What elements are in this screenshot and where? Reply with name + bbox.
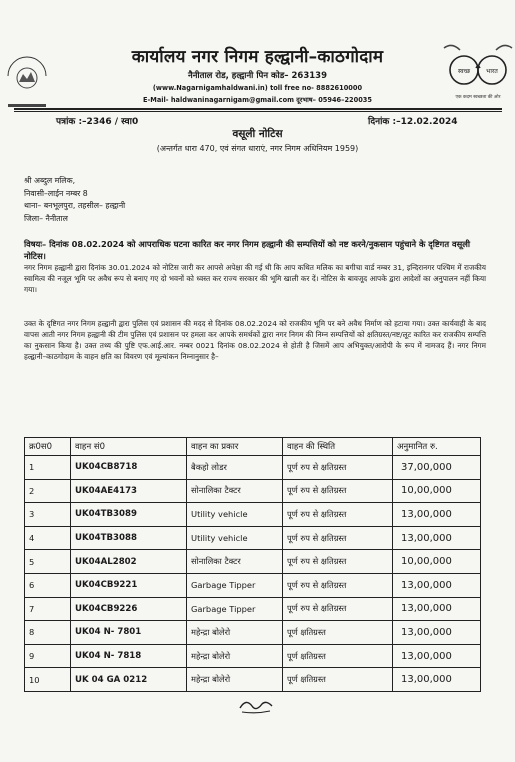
table-header-row <box>25 438 481 456</box>
header-vehicle-type: वाहन का प्रकार <box>187 438 283 456</box>
letter-date: दिनांक :–12.02.2024 <box>368 117 458 127</box>
recipient-police-station: थाना– बनभूलपुरा, तहसील– हल्द्वानी <box>24 201 126 210</box>
cell-serial: 4 <box>25 526 71 550</box>
table-row <box>25 621 481 645</box>
act-reference: (अन्तर्गत धारा 470, एवं संगत धाराएं, नगर निगम अधिनियम 1959) <box>156 144 359 153</box>
header-vehicle-condition: वाहन की स्थिति <box>283 438 393 456</box>
header-estimated-amount: अनुमानित रु. <box>393 438 481 456</box>
paragraph-1: नगर निगम हल्द्वानी द्वारा दिनांक 30.01.2024 को नोटिस जारी कर आपसे अपेक्षा की गई थी कि आप कथित मलिक का बगीचा वार्ड नम्बर 31, इन्दिरानगर पश्चिम में राजकीय स्वामित्व की नजूल भूमि पर अवैध रूप से बनाए गए दो भवनों को ध्वस्त कर राज्य सरकार की भूमि खाली कर दें। नोटिस के बावजूद आपके द्वारा आदेशों का अनुपालन नहीं किया गया। <box>24 263 486 294</box>
cell-serial: 5 <box>25 550 71 574</box>
cell-vehicle-no: UK04TB3088 <box>71 526 187 550</box>
cell-condition: पूर्ण रुप से क्षतिग्रस्त <box>283 503 393 527</box>
cell-amount: 13,00,000 <box>393 621 481 645</box>
cell-vehicle-no: UK04TB3089 <box>71 503 187 527</box>
cell-serial: 3 <box>25 503 71 527</box>
cell-vehicle-no: UK04AE4173 <box>71 479 187 503</box>
cell-serial: 7 <box>25 597 71 621</box>
cell-serial: 8 <box>25 621 71 645</box>
cell-vehicle-type: Garbage Tipper <box>187 573 283 597</box>
cell-amount: 13,00,000 <box>393 573 481 597</box>
cell-vehicle-no: UK04 N- 7818 <box>71 644 187 668</box>
cell-amount: 13,00,000 <box>393 644 481 668</box>
notice-title: वसूली नोटिस <box>232 128 283 140</box>
recipient-district: जिला– नैनीताल <box>24 213 68 223</box>
cell-amount: 10,00,000 <box>393 550 481 574</box>
header-vehicle-no: वाहन सं0 <box>71 438 187 456</box>
cell-serial: 6 <box>25 573 71 597</box>
recipient-residence: निवासी–लाईन नम्बर 8 <box>24 188 88 198</box>
cell-condition: पूर्ण रुप से क्षतिग्रस्त <box>283 456 393 480</box>
cell-vehicle-type: सोनालिका टैक्टर <box>187 479 283 503</box>
cell-amount: 13,00,000 <box>393 597 481 621</box>
cell-vehicle-type: महेन्द्रा बोलेरो <box>187 621 283 645</box>
cell-vehicle-no: UK04AL2802 <box>71 550 187 574</box>
notice-subject: विषयः– दिनांक 08.02.2024 को आपराधिक घटना कारित कर नगर निगम हल्द्वानी की सम्पत्तियों को नष्ट करने/नुकसान पहुंचाने के दृष्टिगत वसूली नोटिस। <box>24 239 470 261</box>
office-website: (www.Nagarnigamhaldwani.in) toll free no- 8882610000 <box>152 84 363 92</box>
cell-condition: पूर्ण रुप से क्षतिग्रस्त <box>283 573 393 597</box>
cell-condition: पूर्ण रुप से क्षतिग्रस्त <box>283 479 393 503</box>
cell-condition: पूर्ण क्षतिग्रस्त <box>283 621 393 645</box>
header-divider-thin <box>14 111 502 112</box>
cell-serial: 9 <box>25 644 71 668</box>
cell-vehicle-type: महेन्द्रा बोलेरो <box>187 644 283 668</box>
table-row <box>25 597 481 621</box>
svg-text:भारत: भारत <box>486 68 498 75</box>
cell-vehicle-type: Utility vehicle <box>187 503 283 527</box>
cell-serial: 1 <box>25 456 71 480</box>
cell-vehicle-no: UK04 N- 7801 <box>71 621 187 645</box>
table-row <box>25 573 481 597</box>
svg-text:एक कदम स्वच्छता की ओर: एक कदम स्वच्छता की ओर <box>455 95 501 100</box>
cell-vehicle-no: UK04CB9221 <box>71 573 187 597</box>
header-divider <box>14 108 502 110</box>
cell-serial: 2 <box>25 479 71 503</box>
cell-amount: 37,00,000 <box>393 456 481 480</box>
cell-vehicle-type: Garbage Tipper <box>187 597 283 621</box>
cell-vehicle-no: UK04CB8718 <box>71 456 187 480</box>
cell-condition: पूर्ण क्षतिग्रस्त <box>283 668 393 692</box>
cell-vehicle-no: UK04CB9226 <box>71 597 187 621</box>
cell-vehicle-type: बैकहो लोडर <box>187 456 283 480</box>
cell-vehicle-type: महेन्द्रा बोलेरो <box>187 668 283 692</box>
table-row <box>25 668 481 692</box>
cell-condition: पूर्ण क्षतिग्रस्त <box>283 644 393 668</box>
table-row <box>25 456 481 480</box>
cell-amount: 10,00,000 <box>393 479 481 503</box>
cell-vehicle-type: सोनालिका टैक्टर <box>187 550 283 574</box>
office-title: कार्यालय नगर निगम हल्द्वानी–काठगोदाम <box>131 47 384 67</box>
paragraph-2: उक्त के दृष्टिगत नगर निगम हल्द्वानी द्वारा पुलिस एवं प्रशासन की मदद से दिनांक 08.02.2024 को राजकीय भूमि पर बने अवैध निर्माण को हटाया गया। उक्त कार्यवाही के बाद वापस आती नगर निगम हल्द्वानी की टीम पुलिस एवं प्रशासन पर हमला कर आपके समर्थकों द्वारा नगर निगम की निम्न सम्पत्तियों को क्षतिग्रस्त/नष्ट/लूट कारित कर राजकीय सम्पत्ति का नुकसान किया है। उक्त तथ्य की पुष्टि एफ.आई.आर. नम्बर 0021 दिनांक 08.02.2024 से होती है जिसमें आप अभियुक्त/आरोपी के रूप में नामजद हैं। नगर निगम हल्द्वानी–काठगोदाम के वाहन क्षति का विवरण एवं मूल्यांकन निम्नानुसार है– <box>24 319 486 361</box>
cell-condition: पूर्ण रुप से क्षतिग्रस्त <box>283 526 393 550</box>
cell-serial: 10 <box>25 668 71 692</box>
cell-amount: 13,00,000 <box>393 668 481 692</box>
cell-vehicle-no: UK 04 GA 0212 <box>71 668 187 692</box>
header-serial: क्र0स0 <box>25 438 71 456</box>
table-row <box>25 550 481 574</box>
letter-number: पत्रांक :–2346 / स्वा0 <box>56 117 139 127</box>
damage-table <box>24 437 480 692</box>
cell-amount: 13,00,000 <box>393 503 481 527</box>
table-row <box>25 479 481 503</box>
table-row <box>25 526 481 550</box>
recipient-address <box>24 175 125 225</box>
table-row <box>25 644 481 668</box>
cell-amount: 13,00,000 <box>393 526 481 550</box>
office-email-phone: E-Mail- haldwaninagarnigam@gmail.com दूरभाष– 05946–220035 <box>143 96 372 104</box>
handwritten-signature <box>236 696 276 716</box>
recipient-name: श्री अब्दुल मलिक, <box>24 176 76 185</box>
cell-condition: पूर्ण रुप से क्षतिग्रस्त <box>283 550 393 574</box>
svg-text:स्वच्छ: स्वच्छ <box>457 68 471 75</box>
cell-vehicle-type: Utility vehicle <box>187 526 283 550</box>
table-row <box>25 503 481 527</box>
cell-condition: पूर्ण रुप से क्षतिग्रस्त <box>283 597 393 621</box>
office-address: नैनीताल रोड, हल्द्वानी पिन कोड– 263139 <box>187 71 327 81</box>
